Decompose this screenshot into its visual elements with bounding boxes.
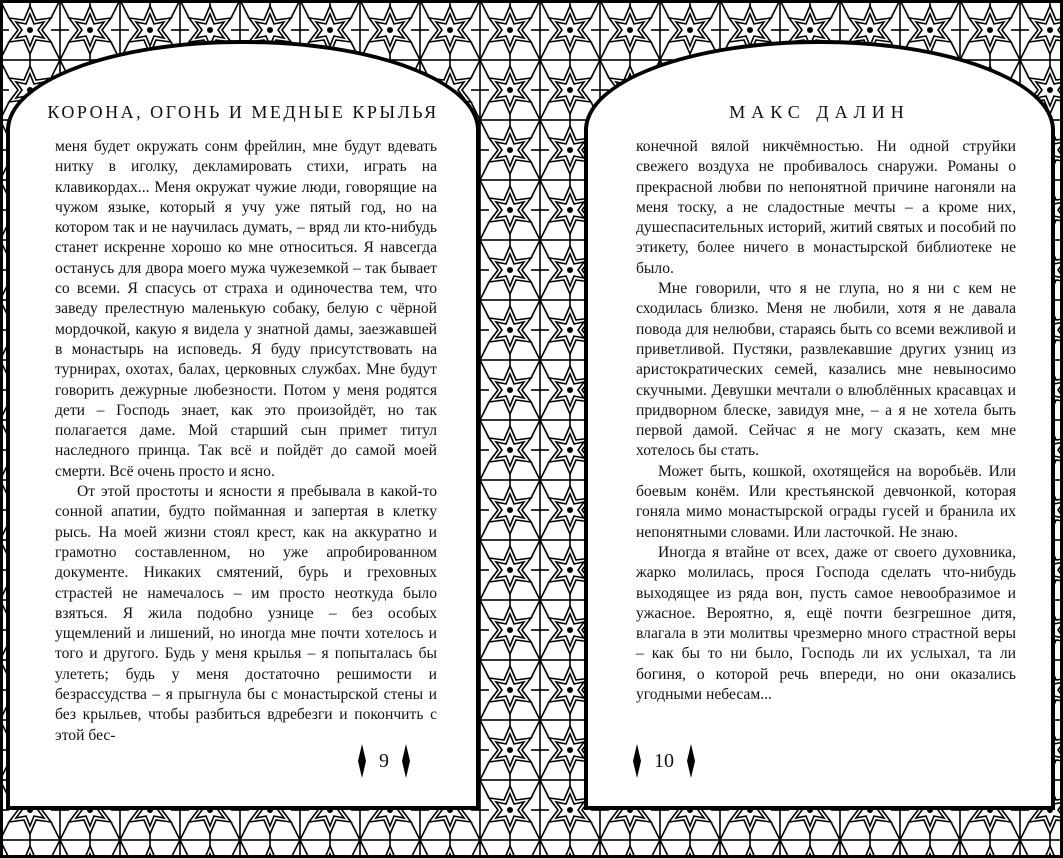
page-number: 10	[654, 749, 674, 772]
paragraph: Мне говорили, что я не глупа, но я ни с кем не сходилась близко. Меня не любили, хотя я не давала повода для нелюбви, стараясь быть со всеми вежливой и приветливой. Пустяки, развлекавшие других узниц из аристократических семей, казались мне невыносимо скучными. Девушки мечтали о влюблённых красавцах и придворном блеске, завидуя мне, – а я не хотела быть первой дамой. Сейчас я не могу сказать, кем мне хотелось бы стать.	[636, 280, 1016, 460]
ornament-diamond-icon	[630, 744, 644, 778]
running-head-left: КОРОНА, ОГОНЬ И МЕДНЫЕ КРЫЛЬЯ	[47, 102, 439, 122]
page-number-right	[630, 744, 698, 778]
paragraph: меня будет окружать сонм фрейлин, мне будут вдевать нитку в иголку, декламировать стихи, играть на клавикордах... Меня окружат чужие люди, говорящие на чужом языке, который я учу уже пятый год, но на котором так и не научилась думать, – вряд ли кто-нибудь станет искренне хорошо ко мне относиться. Я навсегда останусь для двора моего мужа чужеземкой – так бывает со всеми. Я спасусь от страха и одиночества тем, что заведу прелестную маленькую собаку, белую с чёрной мордочкой, какую я видела у знатной дамы, заезжавшей в монастырь на исповедь. Я буду присутствовать на турнирах, охотах, балах, церковных службах. Мне будут говорить дежурные любезности. Потом у меня родятся дети – Господь знает, как это произойдёт, но так полагается даме. Мой старший сын примет титул наследного принца. Так всё и пойдёт до самой моей смерти. Всё очень просто и ясно.	[55, 138, 437, 480]
right-page-text	[636, 137, 1016, 705]
paragraph: Иногда я втайне от всех, даже от своего духовника, жарко молилась, прося Господа сделать что-нибудь выходящее из ряда вон, пусть самое невообразимое и ужасное. Вероятно, я, ещё почти безгрешное дитя, влагала в эти молитвы чрезмерно много страстной веры – как бы то ни было, Господь ли их услыхал, та ли богиня, о которой речь впереди, но они оказались угодными небесам...	[636, 543, 1016, 704]
paragraph: конечной вялой никчёмностью. Ни одной струйки свежего воздуха не пробивалось снаружи. Романы о прекрасной любви по непонятной причине нагоняли на меня тоску, а не сладостные мечты – а кроме них, душеспасительных историй, житий святых и пособий по этикету, более ничего в монастырской библиотеке не было.	[636, 138, 1016, 277]
ornament-diamond-icon	[355, 744, 369, 778]
left-page	[6, 40, 480, 810]
page-number: 9	[379, 749, 389, 772]
ornament-diamond-icon	[684, 744, 698, 778]
paragraph: От этой простоты и ясности я пребывала в какой-то сонной апатии, будто пойманная и запертая в клетку рысь. На моей жизни стоял крест, как на аккуратно и грамотно составленном, но уже апробированном документе. Никаких смятений, бурь и греховных страстей не намечалось – им просто неоткуда было взяться. Я жила подобно узнице – без особых ущемлений и лишений, но иногда мне почти хотелось и того и другого. Будь у меня крылья – я попыталась бы улететь; будь у меня достаточно решимости и безрассудства – я прыгнула бы с монастырской стены и без крыльев, чтобы разбиться вдребезги и покончить с этой бес-	[55, 483, 437, 744]
ornament-diamond-icon	[399, 744, 413, 778]
paragraph: Может быть, кошкой, охотящейся на воробьёв. Или боевым конём. Или крестьянской девчонкой, которая гоняла мимо монастырской ограды гусей и бранила их непонятными словами. Или ласточкой. Не знаю.	[636, 462, 1016, 541]
left-page-text	[55, 137, 437, 746]
running-head-right: МАКС ДАЛИН	[729, 102, 910, 122]
page-number-left	[355, 744, 413, 778]
right-page	[584, 40, 1055, 810]
